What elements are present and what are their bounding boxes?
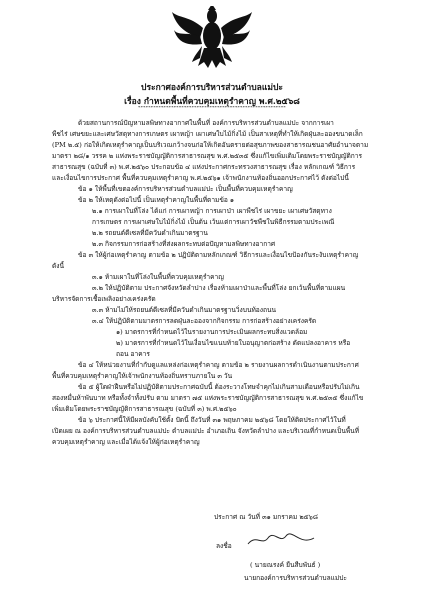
garuda-emblem: [170, 6, 254, 74]
body-line: ข้อ ๔ ให้หน่วยงานที่กำกับดูแลแหล่งก่อเหตุรำคาญ ตามข้อ ๒ รายงานผลการดำเนินงานตามประกาศ: [78, 361, 359, 369]
body-line: มาตรา ๒๘/๑ วรรค ๒ แห่งพระราชบัญญัติการสาธารณสุข พ.ศ.๒๕๓๕ ซึ่งแก้ไขเพิ่มเติมโดยพระราชบัญญัติการ: [52, 152, 363, 160]
body-line: ๓.๑ ห้ามเผาในที่โล่งในพื้นที่ควบคุมเหตุรำคาญ: [92, 273, 224, 281]
body-line: ๓.๒ ให้ปฏิบัติตาม ประกาศจังหวัดลำปาง เรื่องห้ามเผาป่าและพื้นที่โล่ง ยกเว้นพื้นที่ตามแผน: [92, 284, 346, 292]
body-line: บริหารจัดการเชื้อเพลิงอย่างเคร่งครัด: [52, 295, 156, 303]
body-line: ข้อ ๑ ให้พื้นที่เขตองค์การบริหารส่วนตำบลแม่ปะ เป็นพื้นที่ควบคุมเหตุรำคาญ: [78, 185, 293, 193]
signature: [246, 532, 316, 548]
body-line: เพิ่มเติมโดยพระราชบัญญัติการสาธารณสุข (ฉบับที่ ๓) พ.ศ.๒๕๖๐: [52, 405, 237, 413]
body-line: ๒.๒ รถยนต์ดีเซลที่มีควันดำเกินมาตรฐาน: [92, 229, 208, 237]
body-line: ควบคุมเหตุรำคาญ และเมื่อได้แจ้งให้ผู้ก่อเหตุรำคาญ: [52, 438, 200, 446]
body-line: ๑) มาตรการที่กำหนดไว้ในรายงานการประเมินผลกระทบสิ่งแวดล้อม: [116, 328, 308, 336]
body-line: ด้วยสถานการณ์ปัญหามลพิษทางอากาศในพื้นที่ องค์การบริหารส่วนตำบลแม่ปะ จากการเผา: [78, 119, 334, 127]
body-line: และเงื่อนไขการประกาศ พื้นที่ควบคุมเหตุรำคาญ พ.ศ.๒๕๖๑ เจ้าพนักงานท้องถิ่นออกประกาศไว้ ดังต่อไปนี้: [52, 174, 349, 182]
body-line: สองหมื่นห้าพันบาท หรือทั้งจำทั้งปรับ ตาม มาตรา ๗๕ แห่งพระราชบัญญัติการสาธารณสุข พ.ศ.๒๕๓๕ ซึ่งแก้ไข: [52, 394, 364, 402]
body-line: ๒.๑ การเผาในที่โล่ง ได้แก่ การเผาหญ้า การเผาป่า เผาพืชไร่ เผาขยะ เผาเศษวัสดุทาง: [92, 207, 332, 215]
body-line: ๓.๓ ห้ามไม่ให้รถยนต์ดีเซลที่มีควันดำเกินมาตรฐานวิ่งบนท้องถนน: [92, 306, 276, 314]
announcement-body: [52, 118, 382, 448]
body-line: ๒) มาตรการที่กำหนดไว้ในเงื่อนไขแนบท้ายใบอนุญาตก่อสร้าง ดัดแปลงอาคาร หรือ: [116, 339, 351, 347]
announcement-title: ประกาศองค์การบริหารส่วนตำบลแม่ปะ: [141, 83, 283, 93]
body-line: (PM ๒.๕) ก่อให้เกิดเหตุรำคาญเป็นบริเวณกว้างจนก่อให้เกิดอันตรายต่อสุขภาพของสาธารณชนอาศัยอำนาจตาม: [52, 141, 369, 149]
body-line: สาธารณสุข (ฉบับที่ ๓) พ.ศ.๒๕๖๐ ประกอบข้อ ๔ แห่งประกาศกระทรวงสาธารณสุข เรื่อง หลักเกณฑ์ วิธีการ: [52, 163, 356, 171]
body-line: ถอน อาคาร: [116, 350, 150, 358]
announcement-date: ประกาศ ณ วันที่ ๓๑ มกราคม ๒๕๖๘: [214, 513, 318, 521]
body-line: ๓.๔ ให้ปฏิบัติตามมาตรการลดฝุ่นละอองจากกิจกรรม การก่อสร้างอย่างเคร่งครัด: [92, 317, 317, 325]
body-line: เปิดเผย ณ องค์การบริหารส่วนตำบลแม่ปะ ตำบลแม่ปะ อำเภอเถิน จังหวัดลำปาง และบริเวณที่กำหนดเป็นพื้นที่: [52, 427, 360, 435]
body-line: ข้อ ๒ ให้เหตุดังต่อไปนี้ เป็นเหตุรำคาญในพื้นที่ตามข้อ ๑: [78, 196, 235, 204]
signer-name: ( นายณรงค์ ยืนสืบพันธ์ ): [250, 561, 321, 569]
body-line: พืชไร่ เศษขยะและเศษวัสดุทางการเกษตร เผาหญ้า เผาเศษใบไม้กิ่งไม้ เป็นสาเหตุที่ทำให้เกิดฝุ่นละอองขนาดเล็ก: [52, 130, 363, 138]
separator: **********************************************************: [138, 106, 286, 111]
body-line: ข้อ ๕ ผู้ใดฝ่าฝืนหรือไม่ปฏิบัติตามประกาศฉบับนี้ ต้องระวางโทษจำคุกไม่เกินสามเดือนหรือปรับไม่เกิน: [78, 383, 360, 391]
body-line: ๒.๓ กิจกรรมการก่อสร้างที่ส่งผลกระทบต่อปัญหามลพิษทางอากาศ: [92, 240, 276, 248]
signer-position: นายกองค์การบริหารส่วนตำบลแม่ปะ: [244, 574, 347, 582]
body-line: ดังนี้: [52, 262, 65, 270]
body-line: พื้นที่ควบคุมเหตุรำคาญให้เจ้าพนักงานท้องถิ่นทราบภายใน ๓ วัน: [52, 372, 233, 380]
body-line: ข้อ ๓ ให้ผู้ก่อเหตุรำคาญ ตามข้อ ๒ ปฏิบัติตามหลักเกณฑ์ วิธีการและเงื่อนไขป้องกันระงับเหตุรำคาญ: [78, 251, 359, 259]
sign-label: ลงชื่อ: [216, 542, 232, 550]
announcement-subject: เรื่อง กำหนดพื้นที่ควบคุมเหตุรำคาญ พ.ศ.๒๕๖๘: [124, 97, 300, 107]
body-line: การเกษตร การเผาเศษใบไม้กิ่งไม้ เป็นต้น เว้นแต่การเผาวัชพืชในพิธีกรรมตามประเพณี: [92, 218, 335, 226]
body-line: ข้อ ๖ ประกาศนี้ให้มีผลบังคับใช้ตั้ง ปัตนี้ ถึงวันที่ ๓๑ พฤษภาคม ๒๕๖๘ โดยให้ติดประกาศไว้ในที่: [78, 416, 346, 424]
